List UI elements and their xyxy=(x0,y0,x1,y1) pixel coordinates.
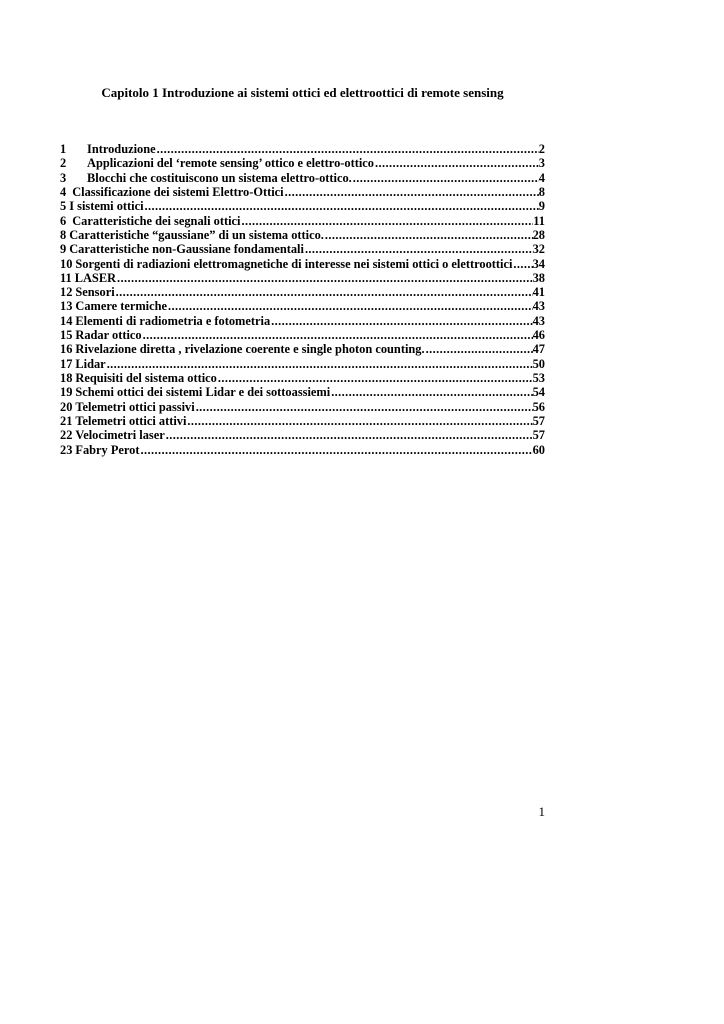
toc-entry-number: 12 xyxy=(60,285,73,300)
toc-leader-dots xyxy=(117,271,533,285)
toc-entry-page: 38 xyxy=(532,270,545,285)
toc-entry[interactable] xyxy=(60,257,545,271)
toc-entry-number: 15 xyxy=(60,328,73,343)
toc-entry-label: I sistemi ottici xyxy=(69,199,144,214)
toc-entry-number: 13 xyxy=(60,299,73,314)
toc-leader-dots xyxy=(271,314,532,328)
toc-leader-dots xyxy=(305,242,533,256)
toc-entry-page: 11 xyxy=(533,213,545,228)
toc-entry-page: 57 xyxy=(532,428,545,443)
toc-entry-label: Sorgenti di radiazioni elettromagnetiche di interesse nei sistemi ottici o elettroottici xyxy=(75,256,513,271)
toc-entry-label: Caratteristiche non-Gaussiane fondamentali xyxy=(69,242,304,257)
toc-leader-dots xyxy=(166,428,533,442)
toc-entry[interactable] xyxy=(60,271,545,285)
toc-leader-dots xyxy=(143,328,533,342)
toc-entry[interactable] xyxy=(60,400,545,414)
toc-entry-page: 43 xyxy=(532,313,545,328)
toc-entry-label: Fabry Perot xyxy=(75,442,140,457)
toc-entry-number: 9 xyxy=(60,242,67,257)
toc-entry[interactable] xyxy=(60,171,545,185)
toc-entry-number: 5 xyxy=(60,199,67,214)
toc-entry-label: Classificazione dei sistemi Elettro-Ottici xyxy=(72,184,284,199)
toc-entry[interactable] xyxy=(60,228,545,242)
toc-entry-number: 4 xyxy=(60,184,67,199)
toc-entry-label: Sensori xyxy=(75,285,115,300)
toc-entry-label: Introduzione xyxy=(87,142,156,156)
toc-entry-number: 1 xyxy=(60,142,67,156)
toc-entry[interactable] xyxy=(60,156,545,170)
footer-page-number: 1 xyxy=(538,804,545,819)
toc-entry-page: 53 xyxy=(532,371,545,385)
toc-entry-page: 54 xyxy=(532,385,545,400)
toc-entry-label: Lidar xyxy=(75,356,106,371)
toc-entry[interactable] xyxy=(60,328,545,342)
toc-entry-page: 46 xyxy=(532,328,545,343)
toc-entry-page: 34 xyxy=(532,256,545,271)
toc-leader-dots xyxy=(241,214,533,228)
toc-entry-number: 6 xyxy=(60,213,67,228)
toc-leader-dots xyxy=(513,257,532,271)
toc-entry-page: 28 xyxy=(532,227,545,242)
toc-leader-dots xyxy=(145,199,539,213)
toc-entry[interactable] xyxy=(60,185,545,199)
toc-entry[interactable] xyxy=(60,443,545,457)
toc-entry[interactable] xyxy=(60,199,545,213)
toc-entry-label: LASER xyxy=(74,270,117,285)
toc-entry-page: 4 xyxy=(538,170,545,185)
toc-entry-number: 11 xyxy=(60,270,72,285)
toc-leader-dots xyxy=(375,156,539,170)
toc-entry[interactable] xyxy=(60,414,545,428)
toc-entry-number: 14 xyxy=(60,313,73,328)
toc-leader-dots xyxy=(141,443,533,457)
toc-leader-dots xyxy=(107,357,533,371)
toc-entry-number: 22 xyxy=(60,428,73,443)
toc-entry-page: 8 xyxy=(538,184,545,199)
toc-entry-label: Telemetri ottici passivi xyxy=(75,399,195,414)
toc-entry-label: Telemetri ottici attivi xyxy=(75,413,187,428)
toc-entry-number: 20 xyxy=(60,399,73,414)
toc-entry-number: 23 xyxy=(60,442,73,457)
toc-leader-dots xyxy=(196,400,533,414)
toc-leader-dots xyxy=(168,299,533,313)
toc-entry-number: 3 xyxy=(60,170,67,185)
toc-entry[interactable] xyxy=(60,242,545,256)
toc-entry-page: 56 xyxy=(532,399,545,414)
toc-entry-page: 41 xyxy=(532,285,545,300)
toc-entry-label: Blocchi che costituiscono un sistema elettro-ottico. xyxy=(87,170,352,185)
toc-entry-number: 18 xyxy=(60,371,73,385)
toc-entry-label: Rivelazione diretta , rivelazione coerente e single photon counting. xyxy=(75,342,425,357)
toc-entry-page: 2 xyxy=(538,142,545,156)
toc-entry-number: 17 xyxy=(60,356,73,371)
document-title: Capitolo 1 Introduzione ai sistemi ottici ed elettroottici di remote sensing xyxy=(101,85,504,100)
toc-entry-label: Camere termiche xyxy=(75,299,168,314)
toc-entry[interactable] xyxy=(60,385,545,399)
toc-entry-page: 9 xyxy=(538,199,545,214)
toc-entry-number: 19 xyxy=(60,385,73,400)
toc-entry-label: Radar ottico xyxy=(75,328,142,343)
toc-leader-dots xyxy=(353,171,539,185)
toc-entry-label: Schemi ottici dei sistemi Lidar e dei sottoassiemi xyxy=(75,385,331,400)
toc-entry-label: Caratteristiche “gaussiane” di un sistema ottico. xyxy=(69,227,324,242)
toc-entry-number: 16 xyxy=(60,342,73,357)
toc-entry-page: 50 xyxy=(532,356,545,371)
toc-entry-page: 3 xyxy=(538,156,545,171)
toc-entry-number: 2 xyxy=(60,156,67,171)
toc-leader-dots xyxy=(426,342,533,356)
toc-entry[interactable] xyxy=(60,428,545,442)
toc-entry-page: 60 xyxy=(532,442,545,457)
toc-leader-dots xyxy=(218,371,533,385)
toc-entry[interactable] xyxy=(60,371,545,385)
toc-entry-number: 21 xyxy=(60,413,73,428)
toc-entry[interactable] xyxy=(60,314,545,328)
toc-entry-number: 10 xyxy=(60,256,73,271)
toc-leader-dots xyxy=(187,414,532,428)
toc-entry-label: Applicazioni del ‘remote sensing’ ottico e elettro-ottico xyxy=(87,156,374,171)
toc-entry[interactable] xyxy=(60,214,545,228)
toc-entry[interactable] xyxy=(60,342,545,356)
toc-leader-dots xyxy=(325,228,533,242)
toc-entry-page: 57 xyxy=(532,413,545,428)
toc-entry[interactable] xyxy=(60,285,545,299)
toc-entry-page: 47 xyxy=(532,342,545,357)
toc-leader-dots xyxy=(285,185,539,199)
toc-entry[interactable] xyxy=(60,142,545,156)
toc-entry[interactable] xyxy=(60,299,545,313)
toc-entry-page: 32 xyxy=(532,242,545,257)
toc-entry-page: 43 xyxy=(532,299,545,314)
toc-entry-label: Caratteristiche dei segnali ottici xyxy=(72,213,241,228)
toc-entry-label: Requisiti del sistema ottico xyxy=(75,371,217,385)
toc-leader-dots xyxy=(157,142,539,156)
toc-entry-number: 8 xyxy=(60,227,67,242)
toc-leader-dots xyxy=(116,285,533,299)
toc-entry[interactable] xyxy=(60,357,545,371)
table-of-contents xyxy=(60,142,545,457)
toc-entry-label: Velocimetri laser xyxy=(75,428,165,443)
toc-leader-dots xyxy=(331,385,532,399)
toc-entry-label: Elementi di radiometria e fotometria xyxy=(75,313,271,328)
